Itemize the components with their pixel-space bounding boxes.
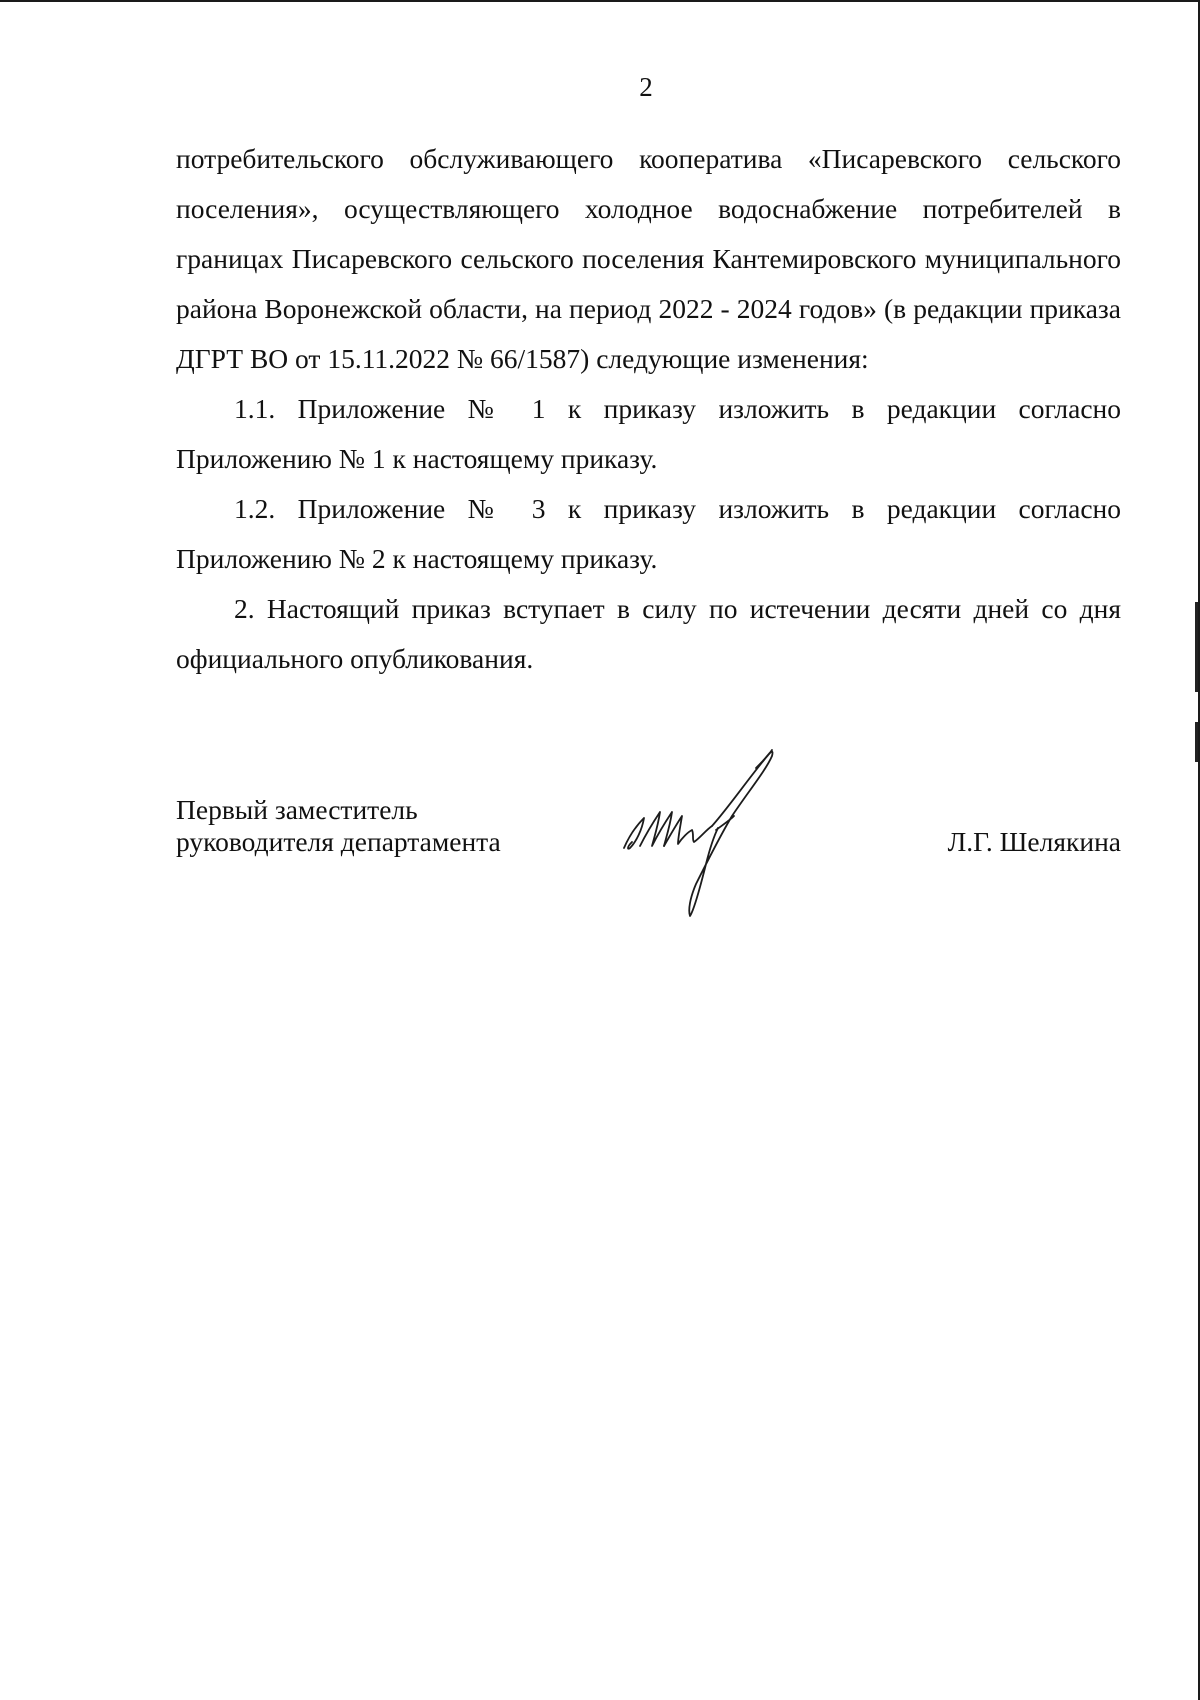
signer-position-line-2: руководителя департамента <box>176 826 501 857</box>
signer-position <box>176 794 501 858</box>
signer-name: Л.Г. Шелякина <box>947 826 1121 857</box>
document-body <box>176 134 1121 684</box>
signature-block <box>176 794 1121 944</box>
handwritten-signature <box>616 738 806 928</box>
page-number: 2 <box>639 72 653 102</box>
scan-edge <box>1195 722 1198 762</box>
paragraph-continuation: потребительского обслуживающего кооператива «Писаревского сельского поселения», осуществляющего холодное водоснабжение потребителей в границах Писаревского сельского поселения Кантемировского муниципального района Воронежской области, на период 2022 - 2024 годов» (в редакции приказа ДГРТ ВО от 15.11.2022 № 66/1587) следующие изменения: <box>176 143 1121 374</box>
paragraph-item-1-2: 1.2. Приложение № 3 к приказу изложить в редакции согласно Приложению № 2 к настоящему приказу. <box>176 493 1121 574</box>
scan-edge <box>1195 602 1198 692</box>
paragraph-item-2: 2. Настоящий приказ вступает в силу по истечении десяти дней со дня официального опубликования. <box>176 593 1121 674</box>
signer-position-line-1: Первый заместитель <box>176 794 418 825</box>
paragraph-item-1-1: 1.1. Приложение № 1 к приказу изложить в редакции согласно Приложению № 1 к настоящему приказу. <box>176 393 1121 474</box>
